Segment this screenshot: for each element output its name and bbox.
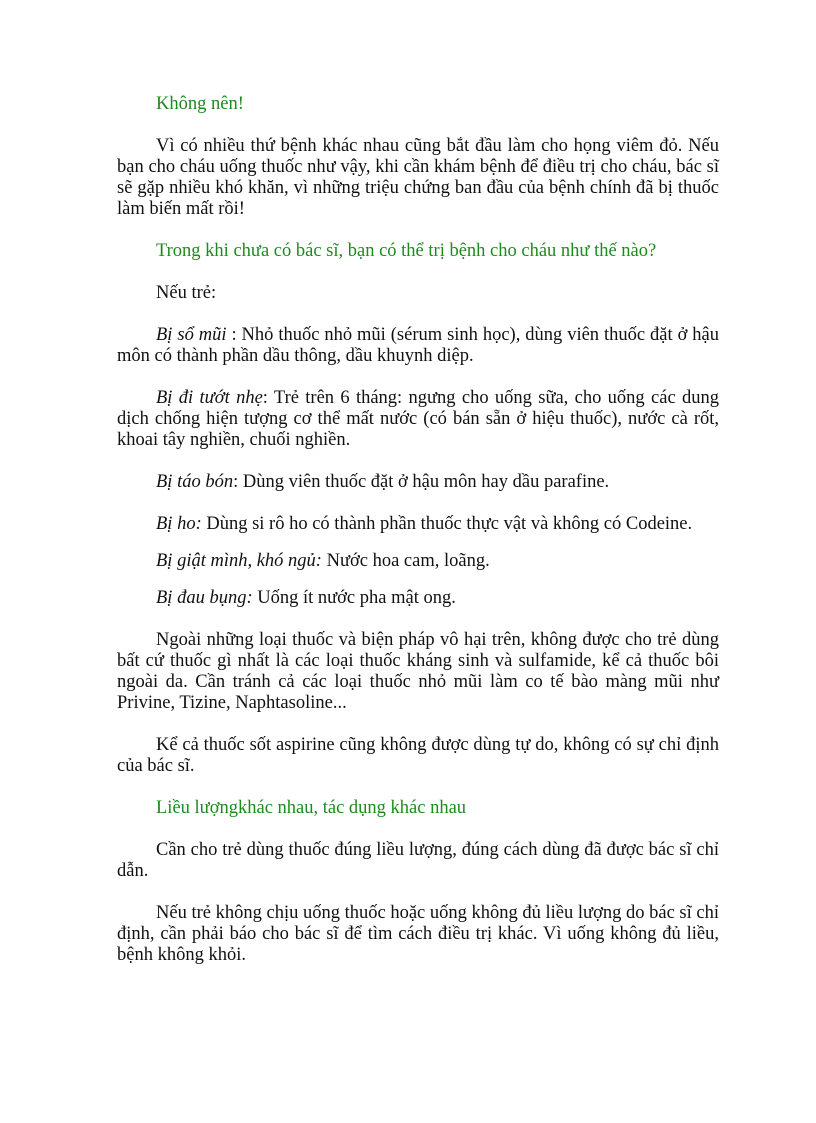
paragraph-dosage: Cần cho trẻ dùng thuốc đúng liều lượng, đúng cách dùng đã được bác sĩ chỉ dẫn. <box>117 840 719 881</box>
item-text: Uống ít nước pha mật ong. <box>252 588 456 608</box>
paragraph-intro: Nếu trẻ: <box>156 283 217 303</box>
paragraph-warning: Ngoài những loại thuốc và biện pháp vô hại trên, không được cho trẻ dùng bất cứ thuốc gì nhất là các loại thuốc kháng sinh và sulfamide, kể cả thuốc bôi ngoài da. Cần tránh cả các loại thuốc nhỏ mũi làm co tế bào màng mũi như Privine, Tizine, Naphtasoline... <box>117 630 719 713</box>
item-term: Bị giật mình, khó ngủ: <box>156 551 322 571</box>
item-text: Nước hoa cam, loãng. <box>321 551 490 571</box>
item-giat-minh <box>117 551 719 572</box>
item-term: Bị đau bụng: <box>156 588 253 608</box>
heading-khong-nen: Không nên! <box>156 94 244 114</box>
item-tao-bon <box>117 472 719 493</box>
heading-dosage: Liều lượngkhác nhau, tác dụng khác nhau <box>156 798 467 818</box>
paragraph-aspirine: Kể cả thuốc sốt aspirine cũng không được dùng tự do, không có sự chỉ định của bác sĩ. <box>117 735 719 776</box>
item-text: : Nhỏ thuốc nhỏ mũi (sérum sinh học), dùng viên thuốc đặt ở hậu môn có thành phần dầu thông, dầu khuynh diệp. <box>117 325 719 366</box>
item-term: Bị sổ mũi <box>156 325 227 345</box>
document-page <box>117 94 719 966</box>
item-text: : Trẻ trên 6 tháng: ngưng cho uống sữa, cho uống các dung dịch chống hiện tượng cơ thể mất nước (có bán sẵn ở hiệu thuốc), nước cà rốt, khoai tây nghiền, chuối nghiền. <box>117 388 719 450</box>
item-dau-bung <box>117 588 719 609</box>
item-so-mui <box>117 325 719 367</box>
item-term: Bị ho: <box>156 514 202 534</box>
item-di-tuot <box>117 388 719 451</box>
item-text: : Dùng viên thuốc đặt ở hậu môn hay dầu parafine. <box>233 472 610 492</box>
item-term: Bị táo bón <box>156 472 234 492</box>
item-term: Bị đi tướt nhẹ <box>156 388 263 408</box>
paragraph-refuse: Nếu trẻ không chịu uống thuốc hoặc uống không đủ liều lượng do bác sĩ chỉ định, cần phải báo cho bác sĩ để tìm cách điều trị khác. Vì uống không đủ liều, bệnh không khỏi. <box>117 903 719 965</box>
paragraph-reason: Vì có nhiều thứ bệnh khác nhau cũng bắt đầu làm cho họng viêm đỏ. Nếu bạn cho cháu uống thuốc như vậy, khi cần khám bệnh để điều trị cho cháu, bác sĩ sẽ gặp nhiều khó khăn, vì những triệu chứng ban đầu của bệnh chính đã bị thuốc làm biến mất rồi! <box>117 136 719 219</box>
heading-treatment: Trong khi chưa có bác sĩ, bạn có thể trị bệnh cho cháu như thế nào? <box>156 241 657 261</box>
item-text: Dùng si rô ho có thành phần thuốc thực vật và không có Codeine. <box>201 514 693 534</box>
item-ho <box>117 514 719 535</box>
